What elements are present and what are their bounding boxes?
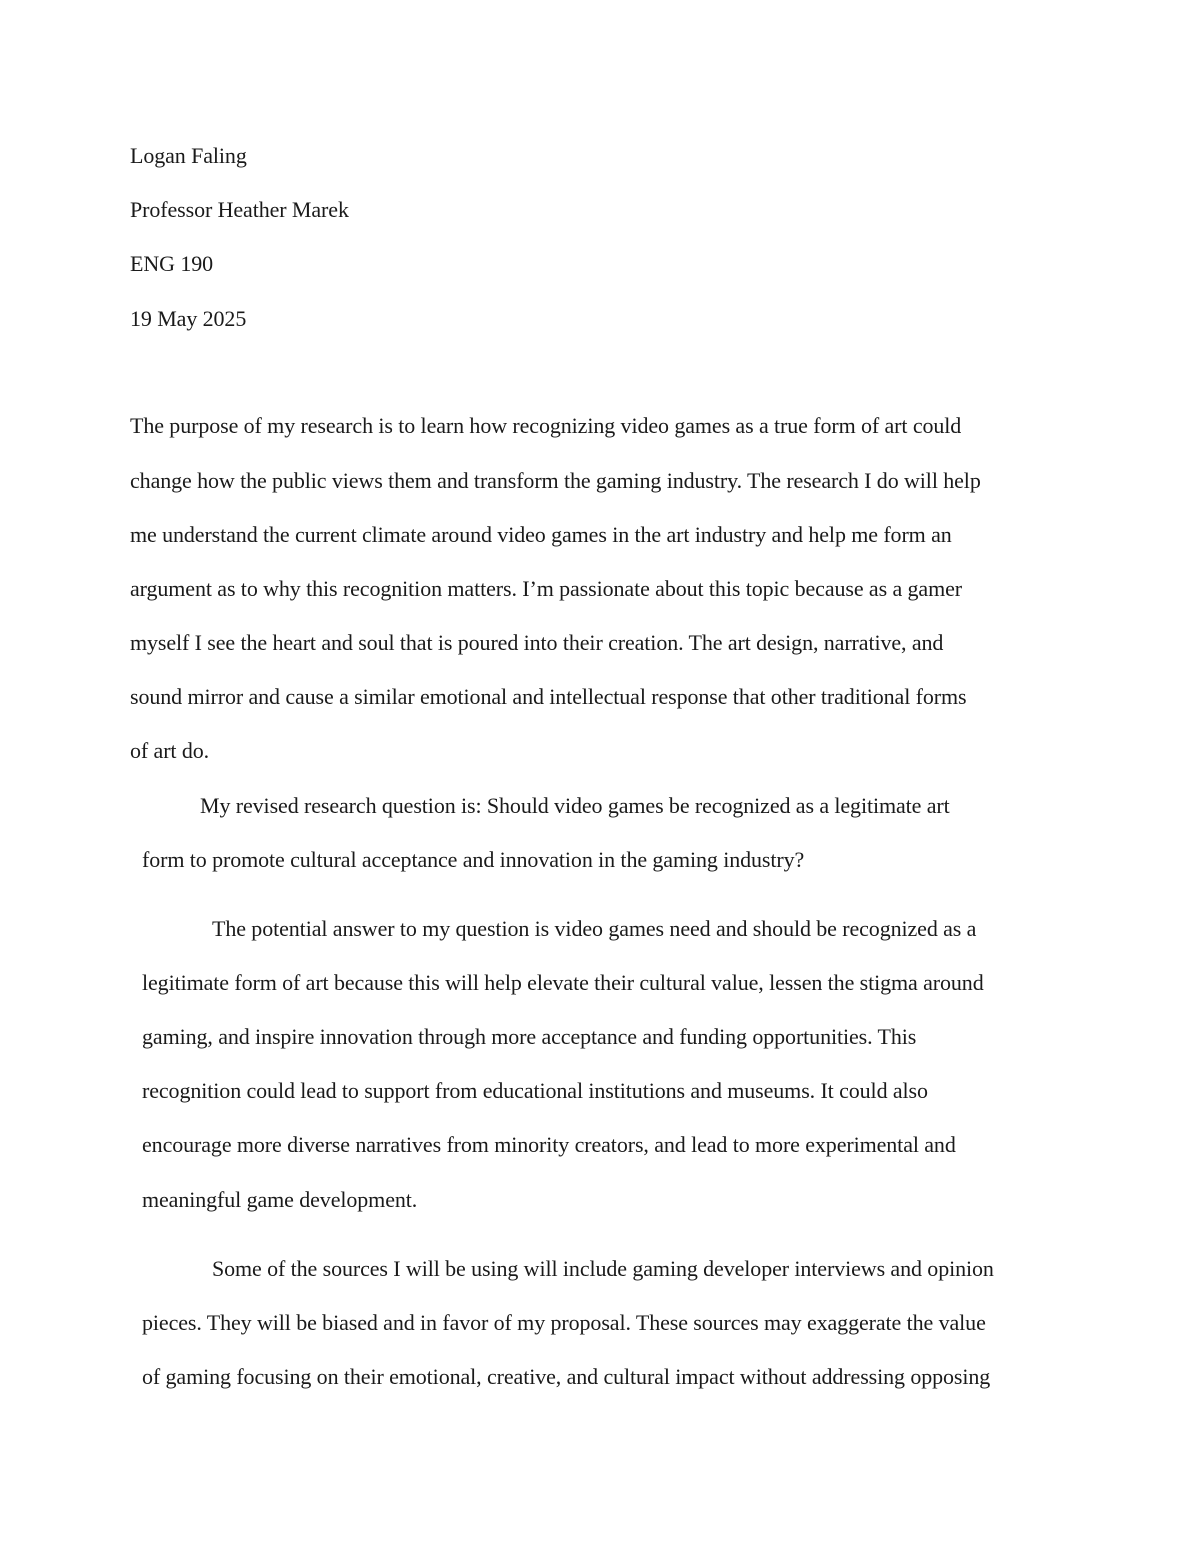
author-name: Logan Faling [130,143,247,168]
paragraph-line: recognition could lead to support from educational institutions and museums. It could also [142,1078,928,1103]
paragraph-line: of gaming focusing on their emotional, creative, and cultural impact without addressing opposing [142,1364,991,1389]
paragraph-line: Some of the sources I will be using will include gaming developer interviews and opinion [212,1256,994,1281]
paragraph-line: meaningful game development. [142,1187,418,1212]
paragraph-line: form to promote cultural acceptance and innovation in the gaming industry? [142,847,805,872]
paragraph-line: sound mirror and cause a similar emotional and intellectual response that other traditional forms [130,684,967,709]
paragraph-line: myself I see the heart and soul that is poured into their creation. The art design, narrative, and [130,630,944,655]
paragraph-line: pieces. They will be biased and in favor of my proposal. These sources may exaggerate the value [142,1310,986,1335]
paragraph-line: change how the public views them and transform the gaming industry. The research I do will help [130,468,981,493]
paragraph-line: legitimate form of art because this will help elevate their cultural value, lessen the stigma around [142,970,984,995]
course-name: ENG 190 [130,251,214,276]
date-line: 19 May 2025 [130,306,247,331]
paragraph-line: encourage more diverse narratives from minority creators, and lead to more experimental and [142,1132,956,1157]
instructor-name: Professor Heather Marek [130,197,349,222]
paragraph-line: The purpose of my research is to learn how recognizing video games as a true form of art could [130,413,962,438]
paragraph-line: argument as to why this recognition matters. I’m passionate about this topic because as a gamer [130,576,962,601]
paragraph-line: The potential answer to my question is video games need and should be recognized as a [212,916,977,941]
paragraph-line: gaming, and inspire innovation through more acceptance and funding opportunities. This [142,1024,917,1049]
paragraph-line: My revised research question is: Should video games be recognized as a legitimate art [200,793,950,818]
paragraph-line: of art do. [130,738,210,763]
paragraph-line: me understand the current climate around video games in the art industry and help me form an [130,522,952,547]
